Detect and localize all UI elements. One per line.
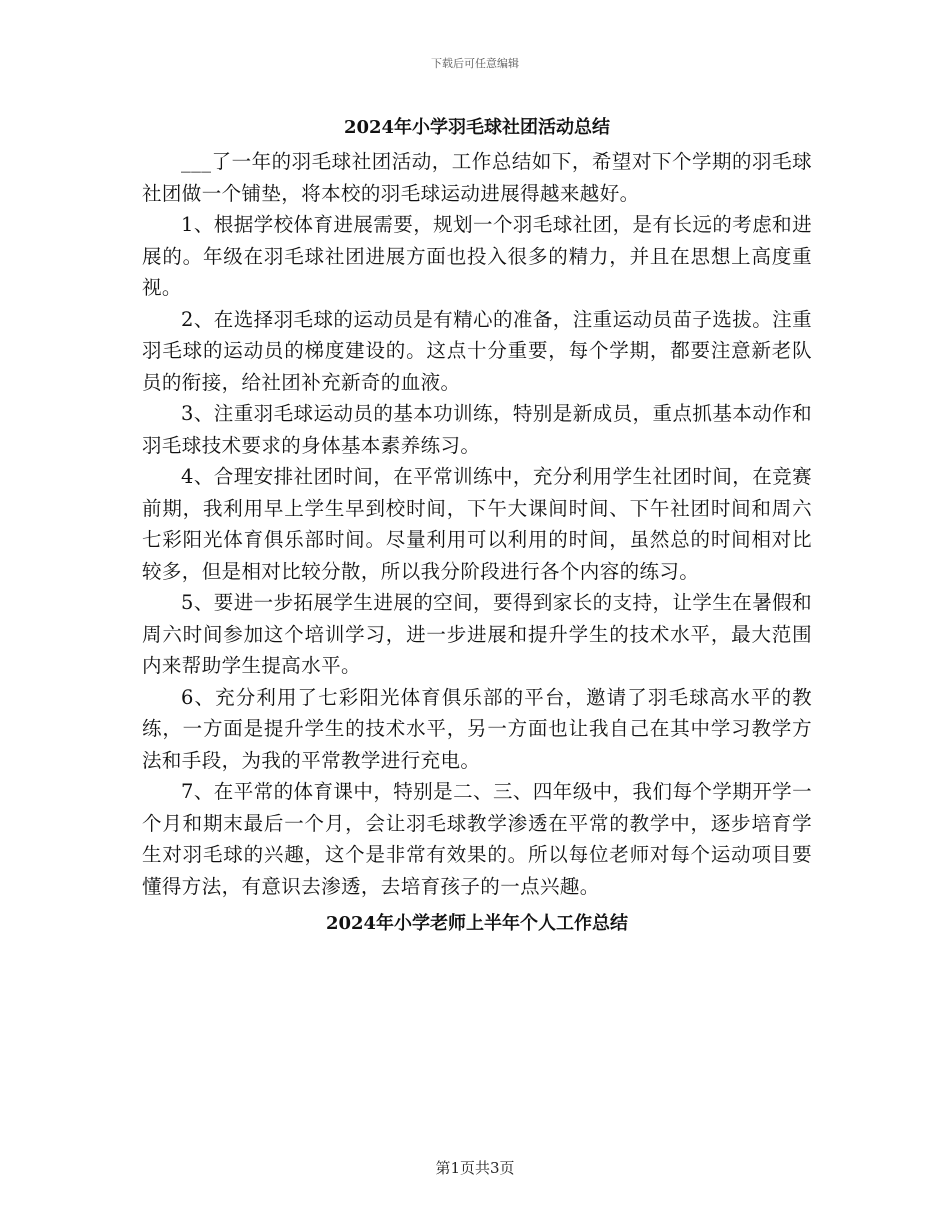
paragraph-1: 1、根据学校体育进展需要，规划一个羽毛球社团，是有长远的考虑和进展的。年级在羽毛球社团进展方面也投入很多的精力，并且在思想上高度重视。 [142,213,812,299]
paragraph-3: 3、注重羽毛球运动员的基本功训练，特别是新成员，重点抓基本动作和羽毛球技术要求的身体基本素养练习。 [142,402,812,457]
paragraph-4: 4、合理安排社团时间，在平常训练中，充分利用学生社团时间，在竞赛前期，我利用早上学生早到校时间，下午大课间时间、下午社团时间和周六七彩阳光体育俱乐部时间。尽量利用可以利用的时间，虽然总的时间相对比较多，但是相对比较分散，所以我分阶段进行各个内容的练习。 [142,465,812,583]
page-number: 第1页共3页 [435,1159,515,1177]
paragraph-2: 2、在选择羽毛球的运动员是有精心的准备，注重运动员苗子选拔。注重羽毛球的运动员的梯度建设的。这点十分重要，每个学期，都要注意新老队员的衔接，给社团补充新奇的血液。 [142,307,812,394]
document-body [142,112,812,940]
intro-paragraph: ___了一年的羽毛球社团活动，工作总结如下，希望对下个学期的羽毛球社团做一个铺垫，将本校的羽毛球运动进展得越来越好。 [142,150,812,205]
paragraph-6: 6、充分利用了七彩阳光体育俱乐部的平台，邀请了羽毛球高水平的教练，一方面是提升学生的技术水平，另一方面也让我自己在其中学习教学方法和手段，为我的平常教学进行充电。 [142,685,812,772]
paragraph-5: 5、要进一步拓展学生进展的空间，要得到家长的支持，让学生在暑假和周六时间参加这个培训学习，进一步进展和提升学生的技术水平，最大范围内来帮助学生提高水平。 [142,591,812,677]
next-section-title: 2024年小学老师上半年个人工作总结 [325,913,629,934]
paragraph-7: 7、在平常的体育课中，特别是二、三、四年级中，我们每个学期开学一个月和期末最后一个月，会让羽毛球教学渗透在平常的教学中，逐步培育学生对羽毛球的兴趣，这个是非常有效果的。所以每位老师对每个运动项目要懂得方法，有意识去渗透，去培育孩子的一点兴趣。 [142,780,812,898]
document-title: 2024年小学羽毛球社团活动总结 [343,117,611,138]
header-note: 下载后可任意编辑 [431,57,519,70]
